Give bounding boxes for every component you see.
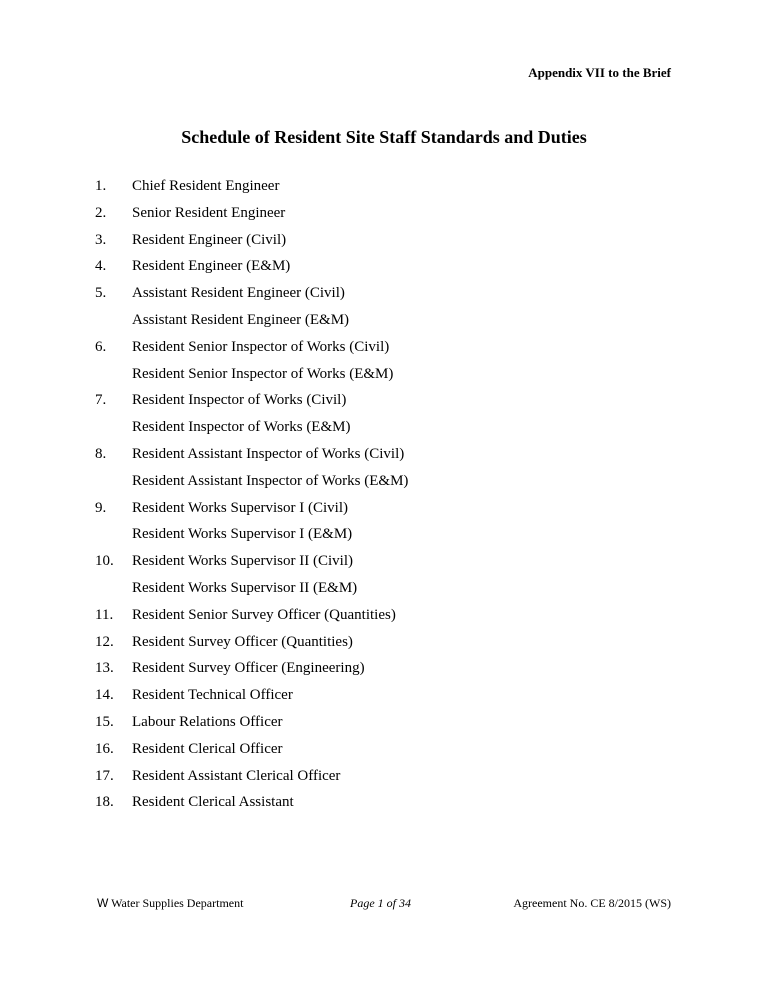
- list-item-text: Resident Senior Survey Officer (Quantities): [132, 606, 396, 623]
- list-item-number: 15.: [95, 713, 114, 730]
- list-item-text: Resident Assistant Inspector of Works (E&M): [132, 472, 409, 489]
- list-item-text: Assistant Resident Engineer (Civil): [132, 285, 345, 302]
- list-item-text: Resident Works Supervisor II (E&M): [132, 579, 358, 596]
- list-item-number: 8.: [95, 445, 107, 462]
- list-item-text: Resident Assistant Inspector of Works (Civil): [132, 445, 405, 462]
- list-item-number: 2.: [95, 204, 107, 221]
- agreement-number: Agreement No. CE 8/2015 (WS): [513, 896, 671, 910]
- list-item-text: Resident Works Supervisor I (E&M): [132, 526, 353, 543]
- list-item-text: Resident Senior Inspector of Works (E&M): [132, 365, 394, 382]
- footer-department: [97, 896, 243, 911]
- list-item-text: Resident Survey Officer (Quantities): [132, 633, 353, 650]
- list-item-text: Resident Engineer (Civil): [132, 231, 287, 248]
- department-logo-mark: W: [97, 896, 109, 910]
- list-item-number: 11.: [95, 606, 114, 623]
- list-item-number: 10.: [95, 553, 114, 570]
- list-item-text: Resident Engineer (E&M): [132, 258, 291, 275]
- list-item-text: Resident Senior Inspector of Works (Civil): [132, 338, 390, 355]
- list-item-text: Resident Clerical Assistant: [132, 794, 294, 811]
- list-item-number: 13.: [95, 660, 114, 677]
- list-item-number: 14.: [95, 687, 114, 704]
- list-item-text: Chief Resident Engineer: [132, 178, 280, 194]
- page-footer: [97, 896, 671, 912]
- list-item-text: Resident Inspector of Works (Civil): [132, 392, 347, 409]
- page-number: Page 1 of 34: [350, 896, 411, 910]
- list-item-number: 4.: [95, 258, 107, 275]
- page-title: Schedule of Resident Site Staff Standards and Duties: [181, 127, 587, 147]
- list-item-text: Senior Resident Engineer: [132, 204, 286, 221]
- list-item-text: Resident Works Supervisor II (Civil): [132, 553, 353, 570]
- list-item-number: 5.: [95, 285, 107, 302]
- list-item-text: Resident Inspector of Works (E&M): [132, 419, 351, 436]
- list-item-text: Resident Clerical Officer: [132, 740, 283, 757]
- list-item-text: Resident Survey Officer (Engineering): [132, 660, 365, 677]
- list-item-text: Resident Works Supervisor I (Civil): [132, 499, 348, 516]
- list-item-number: 6.: [95, 338, 107, 355]
- list-item-number: 3.: [95, 231, 107, 248]
- list-item-text: Resident Technical Officer: [132, 687, 293, 704]
- list-item-number: 17.: [95, 767, 114, 784]
- appendix-label: Appendix VII to the Brief: [528, 65, 671, 80]
- list-item-number: 9.: [95, 499, 107, 516]
- list-item-text: Resident Assistant Clerical Officer: [132, 767, 341, 784]
- list-item-number: 16.: [95, 740, 114, 757]
- list-item-number: 7.: [95, 392, 107, 409]
- list-item-number: 18.: [95, 794, 114, 811]
- list-item-number: 12.: [95, 633, 114, 650]
- list-item-text: Labour Relations Officer: [132, 713, 283, 730]
- list-item-text: Assistant Resident Engineer (E&M): [132, 311, 350, 328]
- list-item-number: 1.: [95, 178, 107, 194]
- department-name: Water Supplies Department: [111, 896, 244, 910]
